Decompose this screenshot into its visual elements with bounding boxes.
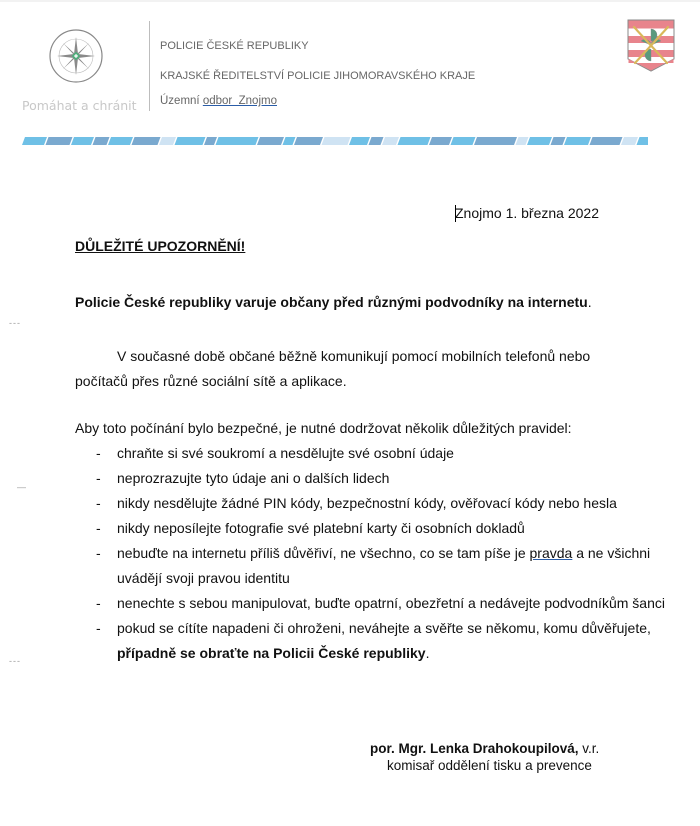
stripe-segment (621, 137, 638, 145)
signatory-name: por. Mgr. Lenka Drahokoupilová, (370, 741, 579, 756)
list-item[interactable] (75, 466, 665, 491)
stripe-segment (369, 137, 384, 145)
list-item[interactable] (75, 491, 665, 516)
list-item-text: . (425, 645, 430, 661)
police-emblem-icon (48, 28, 104, 84)
page-top-border (0, 0, 700, 2)
stripe-segment (349, 137, 370, 145)
stripe-segment (204, 137, 217, 145)
spellcheck-word[interactable]: pravda (529, 545, 573, 561)
list-item-text: neprozrazujte tyto údaje ani o dalších lidech (117, 470, 390, 486)
stripe-segment (257, 137, 284, 145)
stripe-segment (451, 137, 476, 145)
header-divider (149, 21, 150, 111)
bullet-dash: - (96, 545, 101, 561)
stripe-segment (637, 137, 649, 145)
list-item-text: chraňte si své soukromí a nesdělujte své osobní údaje (117, 445, 454, 461)
rules-list (75, 441, 665, 666)
bullet-dash: - (96, 445, 101, 461)
bullet-dash: - (96, 620, 101, 636)
signatory-title[interactable]: komisař oddělení tisku a prevence (387, 758, 592, 773)
lead-paragraph[interactable] (75, 294, 592, 310)
list-item-bold-text: případně se obraťte na Policii České republiky (117, 645, 426, 661)
list-item[interactable] (75, 591, 665, 616)
lead-text: Policie České republiky varuje občany před různými podvodníky na internetu (75, 294, 588, 310)
stripe-segment (516, 137, 529, 145)
org-name: POLICIE ČESKÉ REPUBLIKY (160, 40, 309, 52)
list-item-text: nikdy nesdělujte žádné PIN kódy, bezpečnostní kódy, ověřovací kódy nebo hesla (117, 495, 617, 511)
territorial-department (160, 95, 277, 107)
department-name: odbor Znojmo (202, 95, 277, 107)
decorative-stripe (22, 137, 648, 145)
margin-mark: — (17, 482, 27, 492)
lead-period: . (587, 294, 592, 310)
stripe-segment (590, 137, 623, 145)
stripe-segment (551, 137, 566, 145)
stripe-segment (322, 137, 351, 145)
coat-of-arms-icon (627, 19, 675, 72)
list-item-text: nikdy neposílejte fotografie své platební karty či osobních dokladů (117, 520, 525, 536)
stripe-segment (294, 137, 323, 145)
stripe-segment (159, 137, 176, 145)
stripe-segment (382, 137, 399, 145)
document-date[interactable]: Znojmo 1. března 2022 (455, 205, 599, 221)
signature-suffix: v.r. (578, 741, 600, 756)
stripe-segment (429, 137, 452, 145)
stripe-segment (527, 137, 552, 145)
bullet-dash: - (96, 595, 101, 611)
stripe-segment (564, 137, 591, 145)
list-item-text: a ne všichni uvádějí svoji pravou identitu (117, 545, 651, 586)
regional-directorate: KRAJSKÉ ŘEDITELSTVÍ POLICIE JIHOMORAVSKÉHO KRAJE (160, 70, 476, 82)
document-heading[interactable]: DŮLEŽITÉ UPOZORNĚNÍ! (75, 238, 246, 254)
stripe-segment (283, 137, 296, 145)
stripe-segment (398, 137, 431, 145)
intro-paragraph[interactable] (75, 344, 595, 393)
margin-mark: --- (9, 318, 21, 328)
bullet-dash: - (96, 470, 101, 486)
list-item[interactable] (75, 441, 665, 466)
list-item[interactable] (75, 541, 665, 591)
stripe-segment (93, 137, 110, 145)
stripe-segment (216, 137, 259, 145)
stripe-segment (108, 137, 133, 145)
bullet-dash: - (96, 495, 101, 511)
signature-name[interactable] (370, 741, 599, 756)
stripe-segment (46, 137, 73, 145)
stripe-segment (474, 137, 517, 145)
intro-text: V současné době občané běžně komunikují pomocí mobilních telefonů nebo počítačů přes různé sociální sítě a aplikace. (75, 348, 591, 389)
stripe-segment (71, 137, 94, 145)
list-item-text: nebuďte na internetu příliš důvěřiví, ne všechno, co se tam píše je (117, 545, 530, 561)
list-item-text: nenechte s sebou manipulovat, buďte opatrní, obezřetní a nedávejte podvodníkům šanci (117, 595, 665, 611)
bullet-dash: - (96, 520, 101, 536)
stripe-segment (175, 137, 206, 145)
list-item[interactable] (75, 516, 665, 541)
stripe-segment (132, 137, 161, 145)
motto: Pomáhat a chránit (22, 98, 137, 113)
list-item-text: pokud se cítíte napadeni či ohroženi, neváhejte a svěřte se někomu, komu důvěřujete, (117, 620, 651, 636)
margin-mark: --- (9, 656, 21, 666)
stripe-segment (22, 137, 47, 145)
rules-intro-paragraph[interactable]: Aby toto počínání bylo bezpečné, je nutné dodržovat několik důležitých pravidel: (75, 420, 572, 436)
list-item[interactable] (75, 616, 665, 666)
department-prefix: Územní (160, 95, 203, 107)
